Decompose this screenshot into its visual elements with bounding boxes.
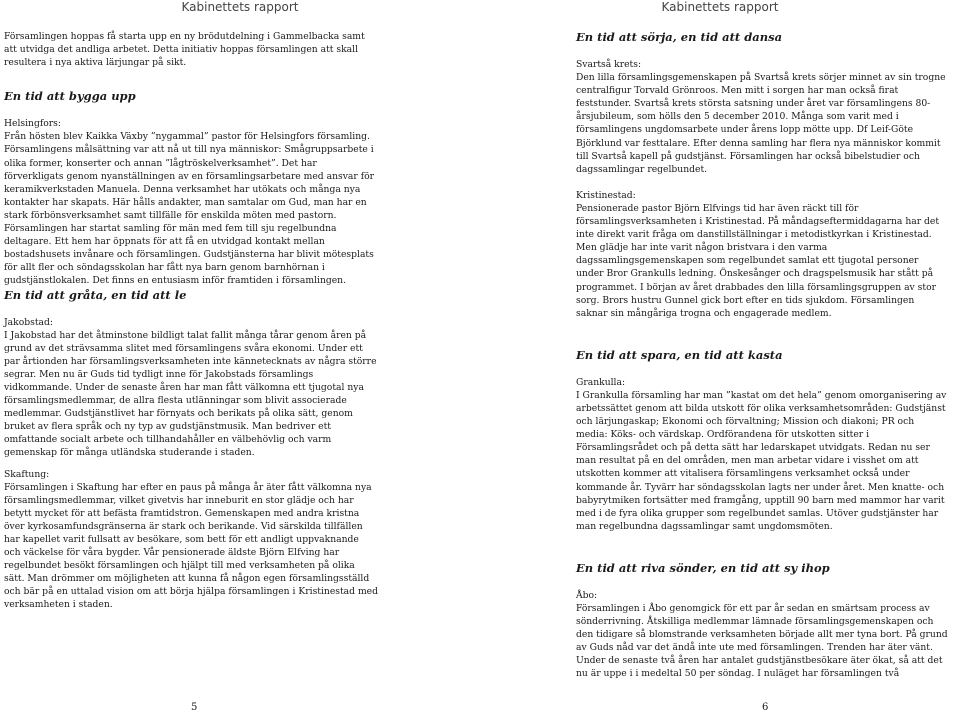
jakobstad-text: I Jakobstad har det åtminstone bildligt talat fallit många tårar genom åren på grund av det strävsamma slitet med församlingens svåra ekonomi. Under ett par årtionden har församlingsverksamheten inte kännetecknats av några större segrar. Men nu är Guds tid tydligt inne för Jakobstads församlings vidkommande. Under de senaste åren har man fått välkomna ett tjugotal nya församlingsmedlemmar, de allra flesta utlänningar som blivit associerade medlemmar. Gudstjänstlivet har förnyats och berikats på olika sätt, genom bruket av flera språk och ny typ av gudstjänstmusik. Man bedriver ett omfattande socialt arbete och tillhandahåller en välbehövlig och varm gemenskap för många utländska studerande i staden.: [4, 329, 377, 459]
right-page: [480, 0, 960, 715]
heading-spara-kasta: En tid att spara, en tid att kasta: [576, 347, 783, 362]
intro-paragraph: Församlingen hoppas få starta upp en ny brödutdelning i Gammelbacka samt att utvidga det andliga arbetet. Detta initiativ hoppas församlingen att skall resultera i nya aktiva lärjungar på sikt.: [4, 31, 365, 69]
heading-grata-le: En tid att gråta, en tid att le: [4, 287, 187, 302]
left-column: [4, 30, 378, 612]
running-header-right: Kabinettets rapport: [661, 0, 779, 14]
place-jakobstad: Jakobstad:: [4, 316, 54, 328]
kristinestad-text: Pensionerade pastor Björn Elfvings tid har även räckt till för församlingsverksamheten i Kristinestad. På måndagseftermiddagarna har det inte direkt varit fråga om danstillställningar i metodistkyrkan i Kristinestad. Men glädje har inte varit någon bristvara i den varma dagssamlingsgemenskapen som regelbundet samlat ett tjugotal personer under Bror Grankulls ledning. Önskesånger och dragspelsmusik har stått på programmet. I början av året drabbades den lilla församlingsgruppen av stor sorg. Brors hustru Gunnel gick bort efter en tids sjukdom. Församlingen saknar sin mångåriga trogna och engagerade medlem.: [576, 202, 940, 319]
place-kristinestad: Kristinestad:: [576, 189, 636, 201]
heading-sorja-dansa: En tid att sörja, en tid att dansa: [576, 30, 783, 44]
place-svartsa: Svartså krets:: [576, 59, 642, 70]
right-column: [576, 30, 948, 681]
place-abo: Åbo:: [576, 589, 598, 601]
running-header-left: Kabinettets rapport: [181, 0, 299, 14]
heading-riva-sy: En tid att riva sönder, en tid att sy ihop: [576, 560, 830, 575]
place-skaftung: Skaftung:: [4, 468, 50, 480]
heading-bygga-upp: En tid att bygga upp: [4, 89, 136, 104]
place-helsingfors: Helsingfors:: [4, 118, 61, 130]
abo-text: Församlingen i Åbo genomgick för ett par år sedan en smärtsam process av sönderrivning. Åtskilliga medlemmar lämnade församlingsgemenskapen och den tidigare så blomstrande verksamheten började allt mer tyna bort. På grund av Guds nåd var det ändå inte ute med församlingen. Trenden har äter vänt. Under de senaste två åren har antalet gudstjänstbesökare äter ökat, så att det nu är uppe i i medeltal 50 per söndag. I nuläget har församlingen två: [576, 603, 948, 680]
skaftung-text: Församlingen i Skaftung har efter en paus på många år äter fått välkomna nya församlingsmedlemmar, vilket givetvis har inneburit en stor glädje och har betytt mycket för att befästa framtidstron. Gemenskapen med andra kristna över kyrkosamfundsgränserna är stark och berikande. Vid särskilda tillfällen har kapellet varit fullsatt av besökare, som bett för ett andligt uppvaknande och väckelse för våra bygder. Vår pensionerade äldste Björn Elfving har regelbundet besökt församlingen och hjälpt till med verksamheten på olika sätt. Man drömmer om möjligheten att kunna få någon egen församlingsställd och bär på en uttalad vision om att börja hjälpa församlingen i Kristinestad med verksamheten i staden.: [4, 481, 378, 611]
page-number-right: 6: [762, 702, 769, 713]
grankulla-text: I Grankulla församling har man ”kastat om det hela” genom omorganisering av arbetssättet genom att bilda utskott för olika verksamhetsområden: Gudstjänst och lärjungaskap; Ekonomi och förvaltning; Mission och diakoni; PR och media: Köks- och värdskap. Ordförandena för utskotten sitter i Församlingsrådet och på detta sätt har ledarskapet utvidgats. Redan nu ser man resultat på en del områden, men man arbetar vidare i visshet om att utskotten kommer att vitalisera församlingens verksamhet också under kommande år. Tyvärr har söndagsskolan lagts ner under året. Men knatte- och babyrytmiken fortsätter med framgång, upptill 90 barn med mammor har varit med i de fyra olika grupper som regelbundet samlas. Utöver gudstjänster har man regelbundna dagssamlingar samt ungdomsmöten.: [576, 389, 947, 532]
svartsa-text: Den lilla församlingsgemenskapen på Svartså krets sörjer minnet av sin trogne centralfigur Torvald Grönroos. Men mitt i sorgen har man också firat feststunder. Svartså krets största satsning under året var församlingens 80-årsjubileum, som hölls den 5 december 2010. Många som varit med i församlingens ungdomsarbete under årens lopp mötte upp. Df Leif-Göte Björklund var festtalare. Efter denna samling har flera nya människor kommit till Svartså kapell på gudstjänst. Församlingen har också bibelstudier och dagssamlingar regelbundet.: [576, 72, 946, 175]
place-grankulla: Grankulla:: [576, 376, 626, 388]
helsingfors-text: Från hösten blev Kaikka Växby ”nygammal” pastor för Helsingfors församling. Församlingens målsättning var att nå ut till nya människor: Smågruppsarbete i olika former, konserter och annan ”lågtröskelverksamhet”. Det har förverkligats genom nyanställningen av en församlingsarbetare med ansvar för keramikverkstaden Manuela. Denna verksamhet har utökats och många nya kontakter har skapats. Här hålls andakter, man samtalar om Gud, man har en stark förbönsverksamhet samt tillfälle för enskilda möten med pastorn. Församlingen har startat samling för män med fem till sju regelbundna deltagare. Ett hem har öppnats för att få en utvidgad kontakt mellan bostadshusets invånare och församlingen. Gudstjänsterna har blivit mötesplats för allt fler och söndagsskolan har fått nya barn genom barnhörnan i gudstjänstlokalen. Det finns en entusiasm inför framtiden i församlingen.: [4, 131, 375, 287]
page-number-left: 5: [191, 702, 198, 713]
